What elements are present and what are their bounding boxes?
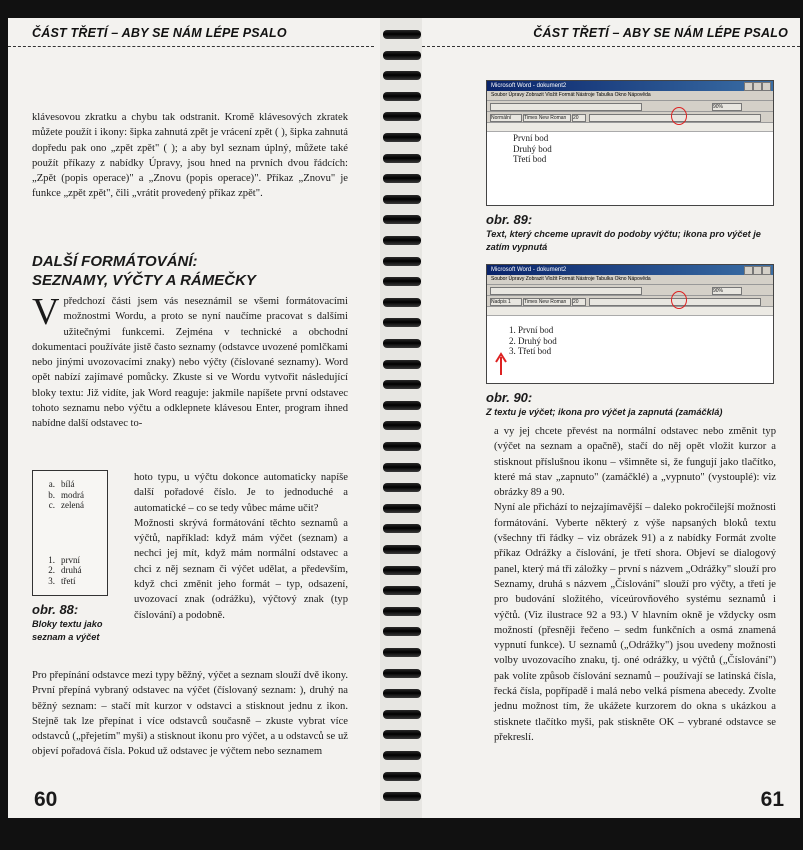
list-item: c. zelená (48, 500, 84, 510)
minimize-icon (744, 82, 753, 91)
document-area (487, 133, 773, 165)
spiral-ring (383, 298, 421, 307)
doc-line: 2. Druhý bod (509, 335, 557, 346)
spiral-ring (383, 30, 421, 39)
spiral-ring (383, 607, 421, 616)
formatting-toolbar (487, 296, 773, 307)
paragraph-1-text: předchozí části jsem vás neseznámil se všemi formátovacími možnostmi Wordu, a proto se nyní naučíme pracovat s dalšími užitečnými funkcemi. Zejména v technické a obchodní dokumentaci používáte jistě často seznamy (odstavce uvozené pomlčkami nebo jinými uvozovacími znaky) nebo výčty (číslované seznamy). Word opět nabízí zajímavé pomůcky. Zkuste si ve Wordu vytvořit následující bloky textu: Již vidíte, jak Word reaguje: jakmile napíšete první odstavec tohoto seznamu nebo výčtu a odklepnete klávesou Enter, program ihned nabídne další odstavec to- (32, 296, 348, 430)
numbering-icon-highlight (671, 107, 687, 125)
close-icon (762, 82, 771, 91)
spiral-ring (383, 772, 421, 781)
spiral-ring (383, 195, 421, 204)
maximize-icon (753, 266, 762, 275)
font-box: Times New Roman (523, 114, 571, 122)
spiral-ring (383, 566, 421, 575)
left-page-header: ČÁST TŘETÍ – ABY SE NÁM LÉPE PSALO (32, 26, 287, 40)
spiral-ring (383, 627, 421, 636)
spiral-ring (383, 51, 421, 60)
spiral-ring (383, 71, 421, 80)
spiral-ring (383, 236, 421, 245)
list-item: 1. první (48, 554, 80, 565)
maximize-icon (753, 82, 762, 91)
font-box: Times New Roman (523, 298, 571, 306)
paragraph-2: Nyní ale přichází to nejzajímavější – daleko pokročilejší možnosti formátování. Vyberte některý z výše napsaných bloků textu (všechny tři řádky – viz obrázek 91) a z nabídky Formát zvolte příkaz Odrážky a číslování, je třetí shora. Objeví se dialogový panel, který má tři záložky – první s názvem „Odrážky" slouží pro Seznamy, druhá s názvem „Číslování" slouží pro výčty, a třetí je pro budování složitého, víceúrovňového systému seznamů i výčtů. (Viz ilustrace 92 a 93.) V hlavním okně je vždycky osm možností (přesněji řečeno – sedm funkčních a osmá znamená vypnutí funkce). U seznamů („Odrážky") jsou uvedeny možnosti volby uvozovacího znaku, tj. oné odrážky, u výčtů („Číslování") pak volíte způsob číslování seznamů – používají se latinská čísla, řecká čísla, popřípadě i malá nebo velká písmena abecedy. Zvolte jednu možnost tím, že ukážete kurzorem do okna s ukázkou a stisknete tlačítko myši, pak stiskněte OK – vybrané odstavce se překreslí. (494, 502, 776, 743)
spiral-ring (383, 442, 421, 451)
style-box: Normální (490, 114, 522, 122)
window-title: Microsoft Word - dokument2 (487, 265, 773, 275)
spiral-ring (383, 277, 421, 286)
figure-89-caption: Text, který chceme upravit do podoby výčtu; ikona pro výčet je zatím vypnutá (486, 229, 761, 252)
spiral-ring (383, 483, 421, 492)
spiral-ring (383, 257, 421, 266)
word-screenshot-90 (486, 264, 774, 384)
figure-88-caption: Bloky textu jako seznam a výčet (32, 619, 103, 642)
ruler (487, 307, 773, 316)
spiral-ring (383, 710, 421, 719)
numbering-icon-highlight (671, 291, 687, 309)
list-item: b. modrá (48, 489, 84, 500)
drop-cap: V (32, 291, 60, 333)
menu-bar: Soubor Úpravy Zobrazit Vložit Formát Nástroje Tabulka Okno Nápověda (487, 275, 773, 285)
spiral-ring (383, 421, 421, 430)
list-item: a. bílá (48, 479, 75, 489)
close-icon (762, 266, 771, 275)
section-heading-line2: SEZNAMY, VÝČTY A RÁMEČKY (32, 272, 256, 289)
header-divider (422, 46, 800, 47)
menu-bar: Soubor Úpravy Zobrazit Vložit Formát Nástroje Tabulka Okno Nápověda (487, 91, 773, 101)
list-item: 3. třetí (48, 575, 76, 586)
doc-line: První bod (513, 133, 549, 143)
numbered-list (33, 511, 107, 587)
doc-line: 1. První bod (509, 325, 554, 335)
spiral-ring (383, 154, 421, 163)
spiral-ring (383, 524, 421, 533)
formatting-toolbar (487, 112, 773, 123)
left-page (8, 18, 380, 818)
doc-line: Třetí bod (513, 154, 547, 164)
section-heading-line1: DALŠÍ FORMÁTOVÁNÍ: (32, 253, 198, 270)
spiral-ring (383, 112, 421, 121)
word-screenshot-89 (486, 80, 774, 206)
spiral-ring (383, 215, 421, 224)
section-heading (32, 252, 256, 290)
figure-90-title: obr. 90: (486, 390, 533, 405)
spiral-ring (383, 730, 421, 739)
right-body (494, 424, 776, 745)
bullet-list (33, 471, 107, 511)
spiral-ring (383, 504, 421, 513)
size-box: 20 (572, 298, 586, 306)
doc-line: 3. Třetí bod (509, 346, 552, 356)
list-example-box (32, 470, 108, 596)
list-item: 2. druhá (48, 565, 82, 575)
style-box: Nadpis 1 (490, 298, 522, 306)
page-number-right: 61 (760, 788, 784, 811)
window-title: Microsoft Word - dokument2 (487, 81, 773, 91)
zoom-box: 90% (712, 287, 742, 295)
spiral-ring (383, 92, 421, 101)
ruler (487, 123, 773, 132)
figure-90-caption: Z textu je výčet; ikona pro výčet ja zapnutá (zamáčklá) (486, 407, 723, 417)
doc-line: Druhý bod (513, 143, 552, 154)
spiral-ring (383, 401, 421, 410)
spiral-ring (383, 689, 421, 698)
spiral-ring (383, 339, 421, 348)
standard-toolbar (487, 101, 773, 112)
spiral-ring (383, 380, 421, 389)
figure-89-title: obr. 89: (486, 212, 533, 227)
right-page-header: ČÁST TŘETÍ – ABY SE NÁM LÉPE PSALO (533, 26, 788, 40)
spiral-ring (383, 133, 421, 142)
figure-88-title: obr. 88: (32, 602, 79, 617)
paragraph-1-continued: hoto typu, u výčtu dokonce automaticky napíše další pořadové číslo. Je to jednoduché a automatické – co se tedy vůbec máme učit? Možnosti skrývá formátování těchto seznamů a výčtů, například: když mám výčet (seznam) a nechci jej mít, když mám normální odstavec a chci z něj seznam či výčet udělat, a především, když chci změnit jeho formát – typ, odsazení, uvozovací znak (odrážku), výčtový znak (typ číslování) a podobně. (134, 470, 348, 623)
spiral-ring (383, 586, 421, 595)
spiral-ring (383, 751, 421, 760)
intro-paragraph: klávesovou zkratku a chybu tak odstranit. Kromě klávesových zkratek můžete použít i ikony: šipka zahnutá zpět je vrácení zpět ( ), šipka zahnutá dopředu pak ono „zpět zpět" ( ); a aby byl seznam úplný, můžete také použít příkazy z nabídky Úpravy, jsou hned na prvních dvou řádcích: „Zpět (popis operace)" a „Znovu (popis operace)". Příkaz „Znovu" je funkce „zpět zpět", čili „vrátit provedený příkaz zpět". (32, 112, 348, 200)
page-number-left: 60 (34, 788, 58, 811)
red-arrow-icon (493, 351, 509, 377)
paragraph-3: Pro přepínání odstavce mezi typy běžný, výčet a seznam slouží dvě ikony. První přepíná vybraný odstavec na výčet (číslovaný seznam: ), druhý na běžný seznam: – stačí mít kurzor v odstavci a stisknout jednu z ikon. Stejně tak lze přepínat i více odstavců současně – zkuste vybrat více odstavců („přejetím" myši) a stisknout ikonu pro výčet, a u odstavců se už objeví pořadová čísla. Pokud už odstavec je výčtem nebo seznamem (32, 670, 348, 758)
spiral-ring (383, 318, 421, 327)
spiral-ring (383, 463, 421, 472)
minimize-icon (744, 266, 753, 275)
paragraph-2: Možnosti skrývá formátování těchto seznamů a výčtů, například: když mám výčet (seznam) a nechci jej mít, když mám normální odstavec a chci z něj seznam či výčet udělat, a především, když chci změnit jeho formát – typ, odsazení, uvozovací znak (odrážku), výčtový znak (typ číslování) a podobně. (134, 517, 348, 621)
spiral-ring (383, 360, 421, 369)
spiral-ring (383, 648, 421, 657)
size-box: 20 (572, 114, 586, 122)
zoom-box: 90% (712, 103, 742, 111)
header-divider (8, 46, 374, 47)
spiral-ring (383, 792, 421, 801)
spiral-ring (383, 669, 421, 678)
spiral-ring (383, 545, 421, 554)
paragraph-1 (32, 291, 348, 432)
standard-toolbar (487, 285, 773, 296)
right-page (422, 18, 800, 818)
document-area (487, 325, 773, 357)
paragraph-1: a vy jej chcete převést na normální odstavec nebo změnit typ (výčet na seznam a opačně), stačí do něj opět vložit kurzor a stisknout příslušnou ikonu – všimněte si, že fungují jako tlačítko, které má stav „zapnuto" (zamáčklé) a „vypnuto" (vystouplé): viz obrázky 89 a 90. (494, 426, 776, 499)
spiral-ring (383, 174, 421, 183)
